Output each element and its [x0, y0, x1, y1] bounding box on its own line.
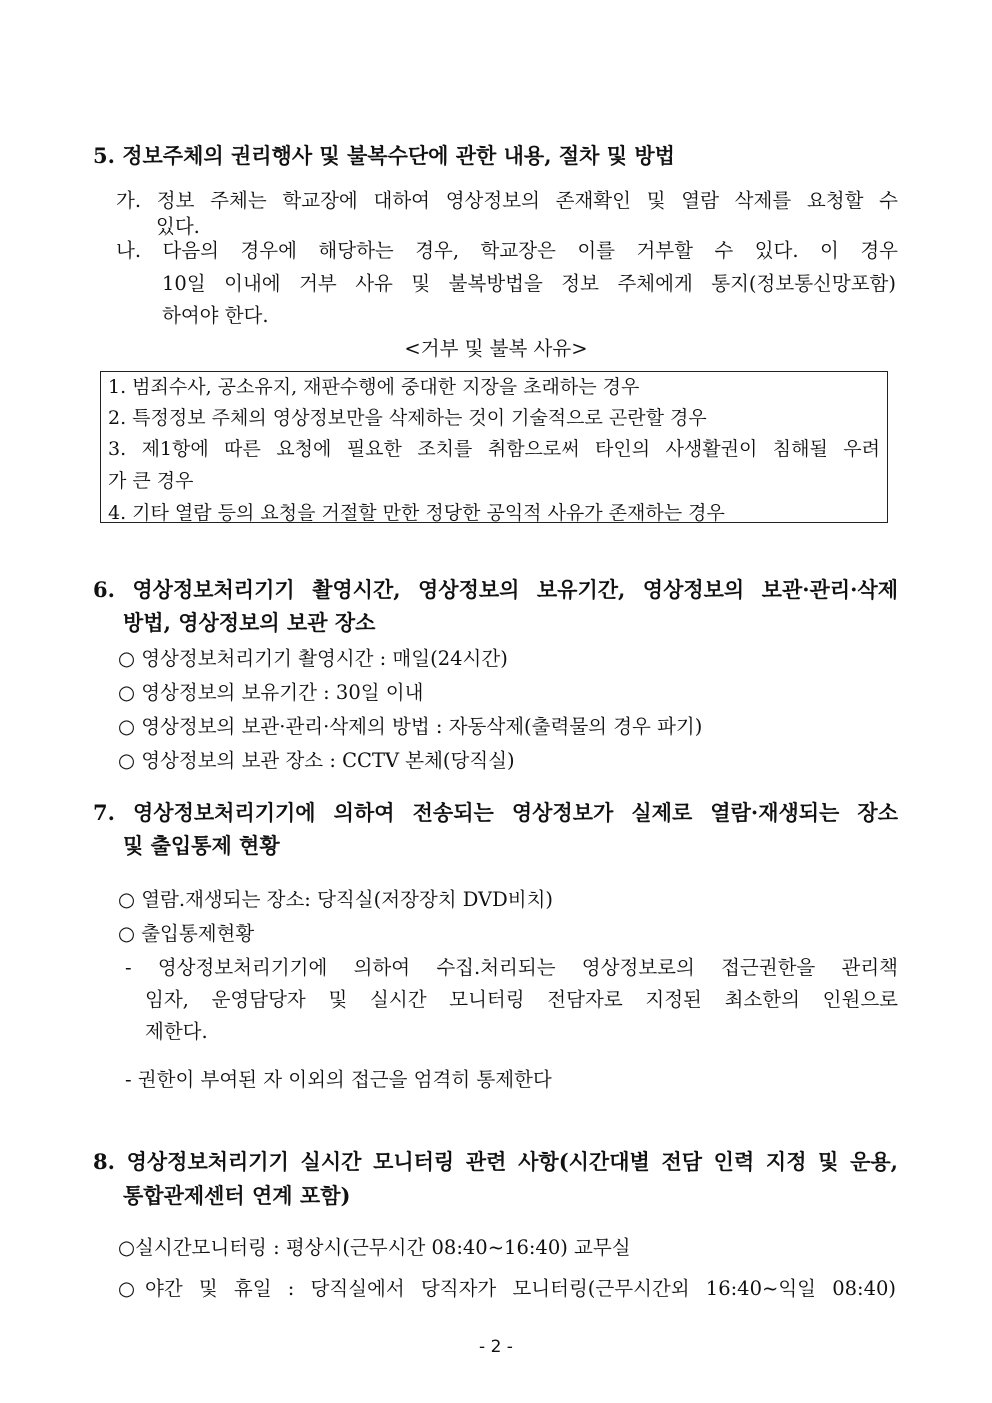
box-row: 2. 특정정보 주체의 영상정보만을 삭제하는 것이 기술적으로 곤란할 경우	[108, 407, 707, 429]
section6-title-line2: 방법, 영상정보의 보관 장소	[123, 610, 376, 635]
section6-item: ○ 영상정보의 보관 장소 : CCTV 본체(당직실)	[118, 749, 515, 772]
box-row: 3. 제1항에 따른 요청에 필요한 조치를 취함으로써 타인의 사생활권이 침해될 우려	[108, 438, 880, 460]
section6-item: ○ 영상정보의 보관·관리·삭제의 방법 : 자동삭제(출력물의 경우 파기)	[118, 715, 703, 738]
section7-dash2: - 권한이 부여된 자 이외의 접근을 엄격히 통제한다	[125, 1068, 552, 1091]
section6-item: ○ 영상정보처리기기 촬영시간 : 매일(24시간)	[118, 647, 508, 670]
section7-dash1-line2: 임자, 운영담당자 및 실시간 모니터링 전담자로 지정된 최소한의 인원으로	[145, 988, 898, 1011]
box-row: 1. 범죄수사, 공소유지, 재판수행에 중대한 지장을 초래하는 경우	[108, 376, 640, 398]
box-row: 4. 기타 열람 등의 요청을 거절할 만한 정당한 공익적 사유가 존재하는 경우	[108, 502, 725, 524]
page-number: - 2 -	[479, 1337, 513, 1357]
section8-item2: ○야간 및 휴일 : 당직실에서 당직자가 모니터링(근무시간외 16:40~익일 08:40)	[118, 1277, 896, 1300]
section5-title: 5. 정보주체의 권리행사 및 불복수단에 관한 내용, 절차 및 방법	[93, 143, 675, 168]
box-caption: <거부 및 불복 사유>	[404, 337, 588, 360]
refusal-reasons-box	[100, 371, 888, 523]
section8-item1: ○실시간모니터링 : 평상시(근무시간 08:40~16:40) 교무실	[118, 1236, 631, 1259]
section5-item-ga-line1: 가. 정보 주체는 학교장에 대하여 영상정보의 존재확인 및 열람 삭제를 요청할 수	[116, 189, 898, 212]
section7-title-line1: 7. 영상정보처리기기에 의하여 전송되는 영상정보가 실제로 열람·재생되는 장소	[93, 800, 898, 825]
section6-title-line1: 6. 영상정보처리기기 촬영시간, 영상정보의 보유기간, 영상정보의 보관·관리·삭제	[93, 577, 898, 602]
section7-dash1-line3: 제한다.	[145, 1020, 208, 1043]
section5-item-na-line3: 하여야 한다.	[162, 304, 269, 327]
section7-item1: ○ 열람.재생되는 장소: 당직실(저장장치 DVD비치)	[118, 888, 554, 911]
section7-dash1-line1: - 영상정보처리기기에 의하여 수집.처리되는 영상정보로의 접근권한을 관리책	[125, 956, 898, 979]
section8-title-line2: 통합관제센터 연계 포함)	[123, 1183, 351, 1208]
box-row: 가 큰 경우	[108, 470, 194, 492]
section7-title-line2: 및 출입통제 현황	[123, 833, 280, 858]
section7-item2: ○ 출입통제현황	[118, 922, 255, 945]
section8-title-line1: 8. 영상정보처리기기 실시간 모니터링 관련 사항(시간대별 전담 인력 지정 및 운용,	[93, 1149, 898, 1174]
section5-item-na-line1: 나. 다음의 경우에 해당하는 경우, 학교장은 이를 거부할 수 있다. 이 경우	[116, 239, 898, 262]
section5-item-ga-line2: 있다.	[156, 215, 200, 238]
section5-item-na-line2: 10일 이내에 거부 사유 및 불복방법을 정보 주체에게 통지(정보통신망포함)	[162, 272, 896, 295]
section6-item: ○ 영상정보의 보유기간 : 30일 이내	[118, 681, 424, 704]
